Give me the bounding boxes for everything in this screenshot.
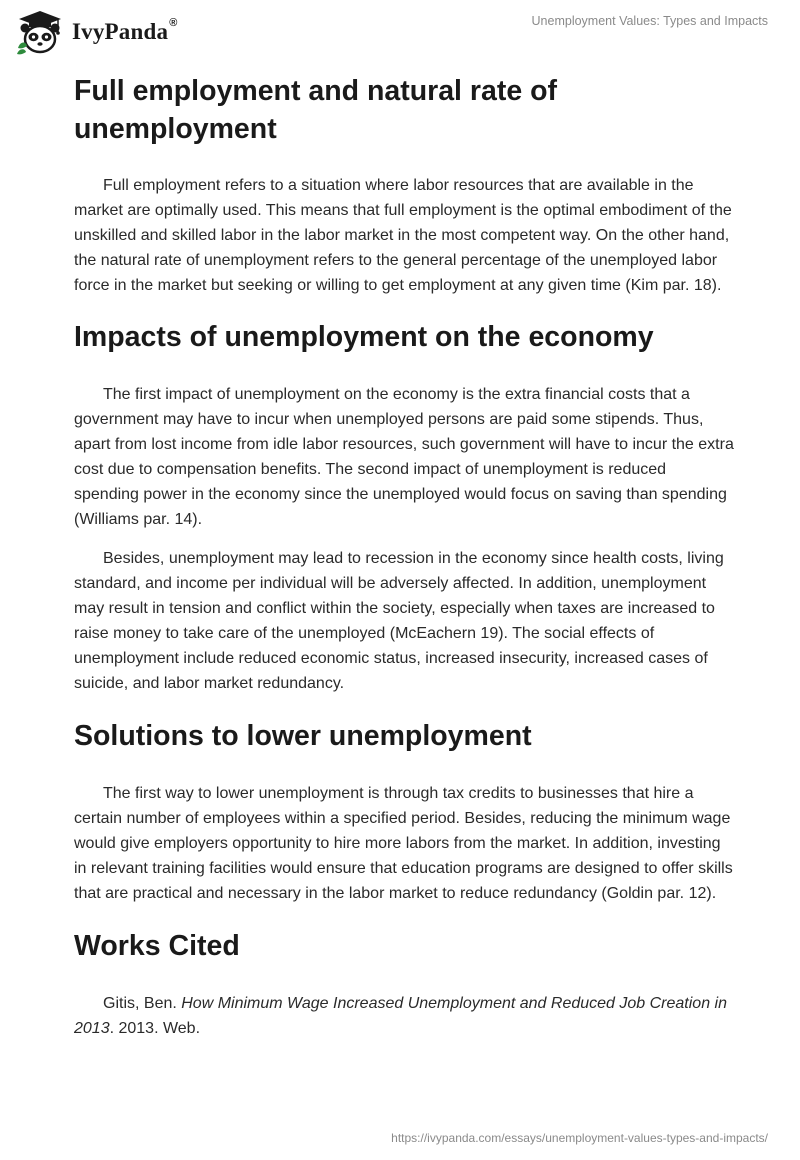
citation-details: . 2013. Web. — [109, 1020, 201, 1037]
site-logo[interactable] — [14, 8, 178, 56]
paragraph-full-employment: Full employment refers to a situation where labor resources that are available in the market are optimally used. This means that full employment is the optimal embodiment of the unskilled and skilled labor in the labor market in the most competent way. On the other hand, the natural rate of unemployment refers to the general percentage of the unemployed labor force in the market but seeking or willing to get employment at any given time (Kim par. 18). — [74, 177, 732, 294]
heading-full-employment: Full employment and natural rate of unemployment — [74, 75, 557, 145]
paragraph-solutions: The first way to lower unemployment is through tax credits to businesses that hire a certain number of employees within a specified period. Besides, reducing the minimum wage would give employers opportunity to hire more labors from the market. In addition, investing in relevant training facilities would ensure that education programs are designed to offer skills that are practical and necessary in the labor market to reduce redundancy (Goldin par. 12). — [74, 785, 733, 902]
essay-content — [74, 70, 734, 1041]
registered-mark: ® — [169, 17, 178, 29]
logo-text: IvyPanda — [72, 19, 169, 44]
document-title: Unemployment Values: Types and Impacts — [531, 14, 768, 28]
heading-works-cited: Works Cited — [74, 930, 240, 962]
heading-impacts: Impacts of unemployment on the economy — [74, 321, 654, 353]
page-header — [0, 0, 800, 62]
citation-entry — [74, 991, 734, 1041]
footer-url[interactable]: https://ivypanda.com/essays/unemployment-values-types-and-impacts/ — [391, 1131, 768, 1145]
citation-title: How Minimum Wage Increased Unemployment and Reduced Job Creation in 2013 — [74, 995, 727, 1037]
paragraph-impacts-2: Besides, unemployment may lead to recession in the economy since health costs, living standard, and income per individual will be adversely affected. In addition, unemployment may result in tension and conflict within the society, especially when taxes are increased to raise money to take care of the unemployed (McEachern 19). The social effects of unemployment include reduced economic status, increased insecurity, increased cases of suicide, and labor market redundancy. — [74, 550, 724, 692]
citation-author: Gitis, Ben. — [103, 995, 182, 1012]
paragraph-impacts-1: The first impact of unemployment on the economy is the extra financial costs that a government may have to incur when unemployed persons are paid some stipends. Thus, apart from lost income from idle labor resources, such government will have to incur the extra cost due to compensation benefits. The second impact of unemployment is reduced spending power in the economy since the unemployed would focus on saving than spending (Williams par. 14). — [74, 386, 734, 528]
panda-graduate-icon — [14, 8, 66, 56]
heading-solutions: Solutions to lower unemployment — [74, 720, 532, 752]
logo-wordmark — [72, 19, 178, 45]
